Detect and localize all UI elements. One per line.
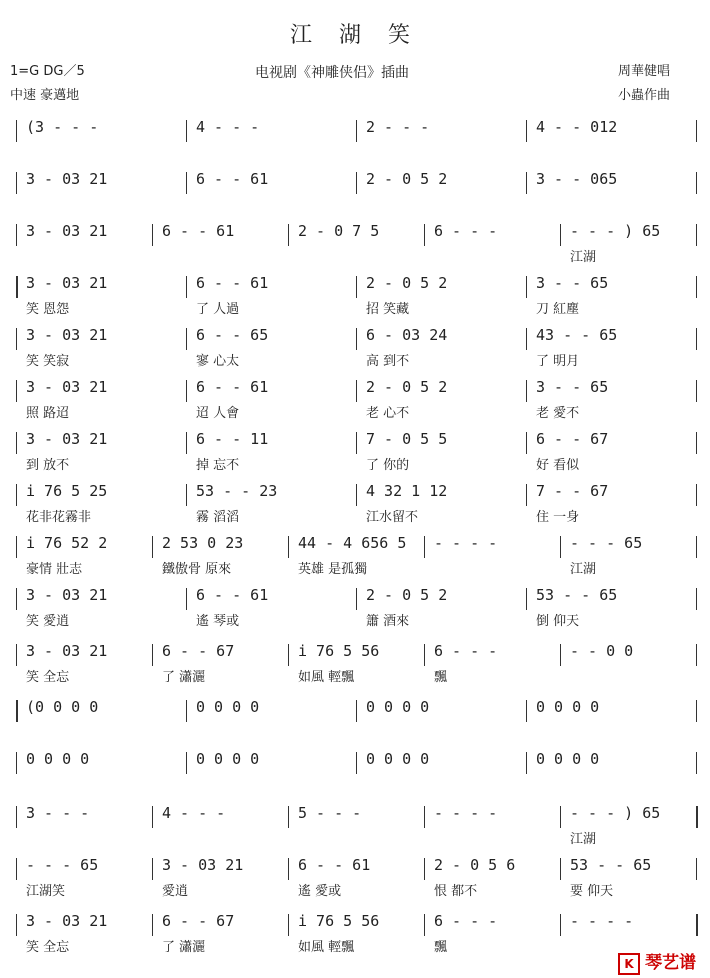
barline [16,172,17,194]
measure-notes: 3 - 03 21 [26,170,108,188]
barline [696,276,697,298]
score-system [0,846,710,900]
measure-notes: 2 - 0 5 2 [366,274,448,292]
measure-lyrics: 愛逍 [162,884,189,899]
barline [424,224,425,246]
barline [186,172,187,194]
measure-lyrics: 高 到不 [366,354,410,369]
score-system [0,212,710,266]
score-system [0,160,710,214]
measure-lyrics: 好 看似 [536,458,580,473]
measure-lyrics: 飄 [434,670,448,685]
measure-lyrics: 迢 人會 [196,406,240,421]
measure-notes: 3 - 03 21 [26,642,108,660]
barline [560,858,561,880]
measure-notes: - - - - [434,804,498,822]
barline [526,276,527,298]
barline [16,858,17,880]
measure-notes: 3 - 03 21 [26,222,108,240]
measure-lyrics: 老 心不 [366,406,410,421]
barline [356,328,357,350]
measure-notes: 0 0 0 0 [196,698,260,716]
measure-notes: 4 - - - [196,118,260,136]
measure-notes: i 76 52 2 [26,534,108,552]
measure-lyrics: 飄 [434,940,448,955]
measure-notes: 7 - - 67 [536,482,609,500]
barline [356,120,357,142]
measure-notes: 53 - - 65 [536,586,618,604]
barline [696,224,697,246]
barline [424,536,425,558]
measure-notes: 5 - - - [298,804,362,822]
measure-lyrics: 江湖 [570,562,597,577]
score-system [0,902,710,956]
measure-notes: (0 0 0 0 [26,698,99,716]
barline [560,224,561,246]
measure-notes: 53 - - 23 [196,482,278,500]
barline [152,224,153,246]
barline [186,380,187,402]
score-system [0,688,710,742]
barline [288,224,289,246]
measure-lyrics: 霧 滔滔 [196,510,240,525]
measure-notes: 0 0 0 0 [196,750,260,768]
measure-notes: - - - ) 65 [570,222,661,240]
measure-lyrics: 豪情 壯志 [26,562,83,577]
barline [356,380,357,402]
barline [696,432,697,454]
measure-notes: 2 - 0 7 5 [298,222,380,240]
singer-credit: 周華健唱 [618,64,671,79]
barline [186,120,187,142]
measure-notes: 3 - 03 21 [26,430,108,448]
measure-lyrics: 花非花霧非 [26,510,92,525]
barline [16,914,17,936]
measure-lyrics: 簫 酒來 [366,614,410,629]
measure-notes: 44 - 4 656 5 [298,534,407,552]
measure-notes: 6 - - 67 [162,642,235,660]
measure-notes: 4 - - 012 [536,118,618,136]
measure-lyrics: 了 你的 [366,458,410,473]
barline [560,644,561,666]
measure-notes: 0 0 0 0 [536,750,600,768]
measure-lyrics: 倒 仰天 [536,614,580,629]
measure-notes: 6 - - 61 [196,274,269,292]
barline [16,644,17,666]
measure-notes: 3 - - 065 [536,170,618,188]
barline [288,914,289,936]
measure-notes: 6 - - 61 [162,222,235,240]
measure-lyrics: 江湖笑 [26,884,66,899]
measure-notes: - - - 65 [26,856,99,874]
score-system [0,472,710,526]
measure-notes: 3 - 03 21 [26,326,108,344]
barline [356,172,357,194]
measure-notes: 6 - - 61 [196,378,269,396]
measure-lyrics: 鐵傲骨 原來 [162,562,232,577]
barline [356,700,357,722]
score-system [0,368,710,422]
measure-notes: 6 - - 61 [298,856,371,874]
measure-lyrics: 招 笑藏 [366,302,410,317]
score-system [0,108,710,162]
barline [424,858,425,880]
barline [152,806,153,828]
barline [424,806,425,828]
barline [424,914,425,936]
measure-notes: 6 - - 65 [196,326,269,344]
barline [696,700,697,722]
measure-lyrics: 了 明月 [536,354,580,369]
composer-credit: 小蟲作曲 [618,88,671,103]
measure-lyrics: 老 愛不 [536,406,580,421]
barline [16,700,18,722]
measure-lyrics: 了 人過 [196,302,240,317]
measure-notes: 6 - - 61 [196,170,269,188]
score-system [0,316,710,370]
footer-logo [618,948,706,972]
score-system [0,420,710,474]
barline [288,858,289,880]
measure-lyrics: 了 瀟灑 [162,940,206,955]
score-system [0,264,710,318]
barline [16,380,17,402]
measure-notes: 2 53 0 23 [162,534,244,552]
barline [356,588,357,610]
measure-notes: - - 0 0 [570,642,634,660]
score-system [0,632,710,686]
measure-notes: 3 - - 65 [536,274,609,292]
measure-lyrics: 住 一身 [536,510,580,525]
measure-lyrics: 遙 愛或 [298,884,342,899]
barline [696,858,697,880]
measure-lyrics: 掉 忘不 [196,458,240,473]
barline [288,644,289,666]
barline [16,224,17,246]
measure-lyrics: 到 放不 [26,458,70,473]
barline [696,588,697,610]
measure-notes: i 76 5 25 [26,482,108,500]
barline [152,644,153,666]
measure-lyrics: 寥 心太 [196,354,240,369]
measure-notes: 43 - - 65 [536,326,618,344]
measure-lyrics: 笑 全忘 [26,670,70,685]
barline [526,700,527,722]
measure-notes: 4 - - - [162,804,226,822]
barline [560,806,561,828]
measure-notes: 3 - - - [26,804,90,822]
score-system [0,740,710,794]
measure-notes: 6 - - - [434,912,498,930]
barline [696,380,697,402]
measure-notes: i 76 5 56 [298,912,380,930]
measure-lyrics: 江水留不 [366,510,419,525]
barline [16,328,17,350]
barline [526,588,527,610]
barline [526,432,527,454]
barline [16,588,17,610]
score-system [0,576,710,630]
measure-lyrics: 遙 琴或 [196,614,240,629]
barline [696,806,698,828]
barline [186,328,187,350]
measure-notes: 3 - 03 21 [26,912,108,930]
barline [288,806,289,828]
measure-notes: 3 - 03 21 [162,856,244,874]
measure-notes: 6 - 03 24 [366,326,448,344]
barline [16,276,18,298]
barline [16,120,17,142]
measure-notes: 3 - 03 21 [26,274,108,292]
measure-notes: 6 - - 61 [196,586,269,604]
key-signature: 1=G DG／5 [10,64,85,79]
barline [186,432,187,454]
barline [152,536,153,558]
barline [696,120,697,142]
score-system [0,524,710,578]
barline [526,120,527,142]
measure-notes: 4 32 1 12 [366,482,448,500]
measure-notes: - - - - [570,912,634,930]
measure-notes: 0 0 0 0 [366,750,430,768]
measure-notes: 6 - - - [434,222,498,240]
score-system [0,794,710,848]
measure-lyrics: 笑 愛逍 [26,614,70,629]
barline [696,328,697,350]
barline [16,752,17,774]
barline [152,914,153,936]
barline [526,328,527,350]
measure-lyrics: 笑 笑寂 [26,354,70,369]
measure-notes: 6 - - - [434,642,498,660]
measure-notes: 3 - 03 21 [26,378,108,396]
barline [186,588,187,610]
measure-lyrics: 刀 紅塵 [536,302,580,317]
footer-brand: 琴艺谱 [645,953,697,973]
barline [186,484,187,506]
measure-notes: 6 - - 11 [196,430,269,448]
measure-notes: 0 0 0 0 [26,750,90,768]
barline [696,536,697,558]
measure-lyrics: 要 仰天 [570,884,614,899]
barline [186,276,187,298]
barline [356,484,357,506]
measure-lyrics: 如風 輕飄 [298,940,355,955]
measure-notes: - - - ) 65 [570,804,661,822]
barline [560,536,561,558]
measure-lyrics: 江湖 [570,250,597,265]
barline [16,432,17,454]
measure-notes: i 76 5 56 [298,642,380,660]
measure-notes: (3 - - - [26,118,99,136]
barline [288,536,289,558]
barline [16,806,17,828]
measure-lyrics: 笑 恩怨 [26,302,70,317]
measure-notes: 7 - 0 5 5 [366,430,448,448]
tempo-marking: 中速 豪邁地 [10,88,80,103]
barline [356,276,357,298]
barline [696,914,698,936]
barline [696,644,697,666]
barline [696,752,697,774]
measure-notes: 3 - 03 21 [26,586,108,604]
measure-lyrics: 笑 全忘 [26,940,70,955]
barline [16,536,17,558]
barline [696,484,697,506]
barline [526,172,527,194]
measure-notes: 3 - - 65 [536,378,609,396]
song-title: 江 湖 笑 [290,23,420,48]
measure-notes: - - - - [434,534,498,552]
barline [186,700,187,722]
measure-notes: 53 - - 65 [570,856,652,874]
measure-notes: 6 - - 67 [162,912,235,930]
measure-lyrics: 江湖 [570,832,597,847]
measure-lyrics: 恨 都不 [434,884,478,899]
barline [560,914,561,936]
measure-lyrics: 英雄 是孤獨 [298,562,368,577]
barline [526,484,527,506]
measure-notes: 2 - 0 5 2 [366,378,448,396]
measure-lyrics: 了 瀟灑 [162,670,206,685]
barline [356,752,357,774]
barline [356,432,357,454]
measure-notes: 6 - - 67 [536,430,609,448]
barline [526,380,527,402]
measure-notes: 2 - 0 5 6 [434,856,516,874]
barline [696,172,697,194]
measure-lyrics: 照 路迢 [26,406,70,421]
barline [16,484,17,506]
measure-notes: 0 0 0 0 [536,698,600,716]
barline [186,752,187,774]
barline [526,752,527,774]
subtitle: 电视剧《神雕侠侣》插曲 [255,65,409,81]
measure-lyrics: 如風 輕飄 [298,670,355,685]
barline [424,644,425,666]
measure-notes: 2 - - - [366,118,430,136]
measure-notes: 2 - 0 5 2 [366,170,448,188]
barline [152,858,153,880]
measure-notes: 2 - 0 5 2 [366,586,448,604]
measure-notes: - - - 65 [570,534,643,552]
logo-icon: K [618,953,640,975]
measure-notes: 0 0 0 0 [366,698,430,716]
